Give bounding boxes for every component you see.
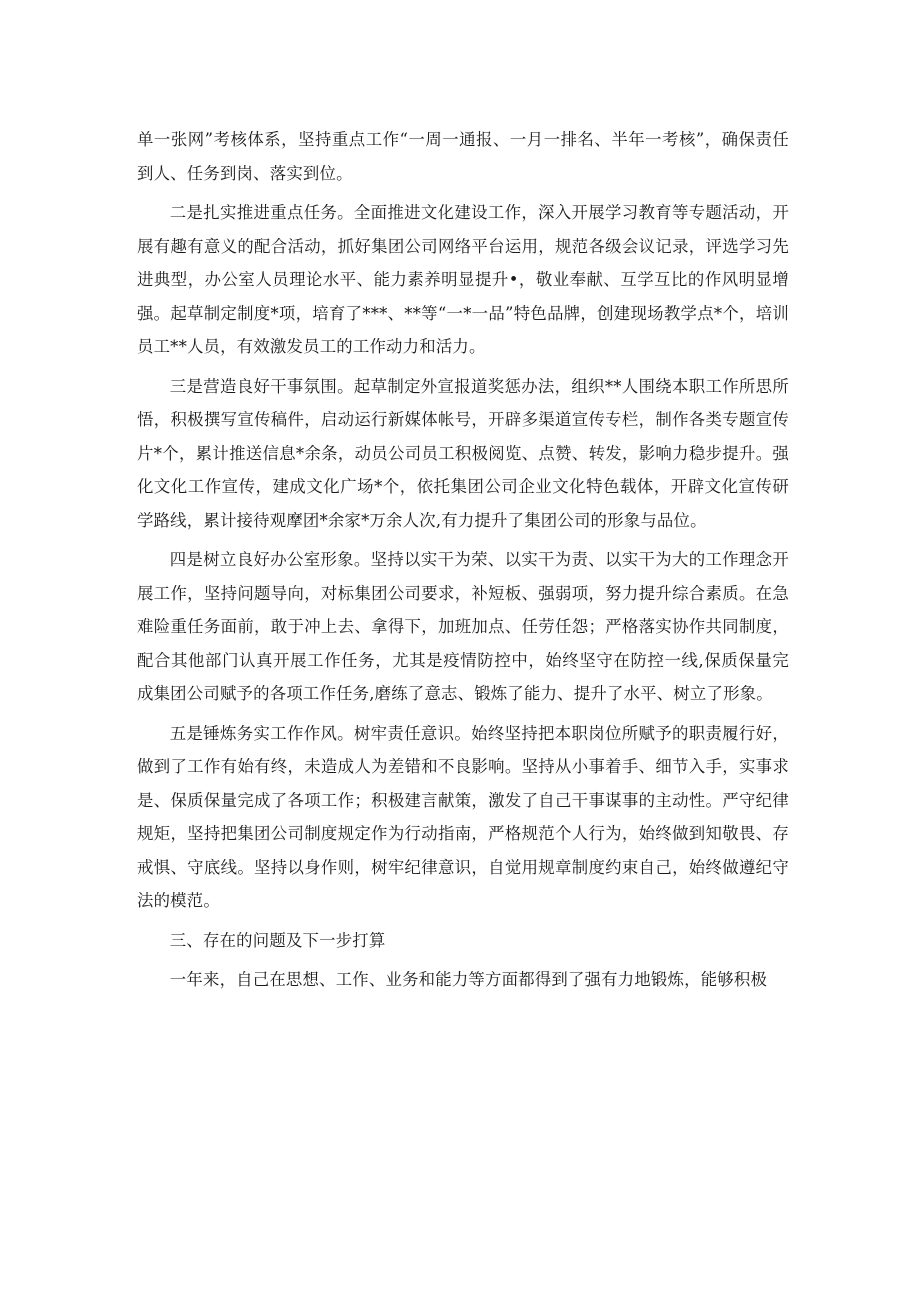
paragraph-office-image: 四是树立良好办公室形象。坚持以实干为荣、以实干为责、以实干为大的工作理念开展工作，坚持问题导向，对标集团公司要求，补短板、强弱项，努力提升综合素质。在急难险重任务面前，敢于冲上去、拿得下，加班加点、任劳任怨；严格落实协作共同制度，配合其他部门认真开展工作任务，尤其是疫情防控中，始终坚守在防控一线,保质保量完成集团公司赋予的各项工作任务,磨练了意志、锻炼了能力、提升了水平、树立了形象。 (137, 550, 789, 703)
paragraph-key-tasks: 二是扎实推进重点任务。全面推进文化建设工作，深入开展学习教育等专题活动，开展有趣有意义的配合活动，抓好集团公司网络平台运用，规范各级会议记录，评选学习先进典型，办公室人员理论水平、能力素养明显提升•，敬业奉献、互学互比的作风明显增强。起草制定制度*项，培育了***、**等“一*一品”特色品牌，创建现场教学点*个，培训员工**人员，有效激发员工的工作动力和活力。 (137, 203, 789, 356)
paragraph-summary: 一年来，自己在思想、工作、业务和能力等方面都得到了强有力地锻炼，能够积极 (169, 970, 768, 989)
section-heading-problems: 三、存在的问题及下一步打算 (169, 930, 386, 950)
document-body (137, 123, 789, 1003)
paragraph-continuation: 单一张网”考核体系，坚持重点工作“一周一通报、一月一排名、半年一考核”，确保责任到人、任务到岗、落实到位。 (137, 130, 789, 183)
paragraph-work-style: 五是锤炼务实工作作风。树牢责任意识。始终坚持把本职岗位所赋予的职责履行好，做到了工作有始有终，未造成人为差错和不良影响。坚持从小事着手、细节入手，实事求是、保质保量完成了各项工作；积极建言献策，激发了自己干事谋事的主动性。严守纪律规矩，坚持把集团公司制度规定作为行动指南，严格规范个人行为，始终做到知敬畏、存戒惧、守底线。坚持以身作则，树牢纪律意识，自觉用规章制度约束自己，始终做遵纪守法的模范。 (137, 723, 789, 910)
paragraph-atmosphere: 三是营造良好干事氛围。起草制定外宣报道奖惩办法，组织**人围绕本职工作所思所悟，积极撰写宣传稿件，启动运行新媒体帐号，开辟多渠道宣传专栏，制作各类专题宣传片*个，累计推送信息*余条，动员公司员工积极阅览、点赞、转发，影响力稳步提升。强化文化工作宣传，建成文化广场*个，依托集团公司企业文化特色载体，开辟文化宣传研学路线，累计接待观摩团*余家*万余人次,有力提升了集团公司的形象与品位。 (137, 376, 789, 530)
